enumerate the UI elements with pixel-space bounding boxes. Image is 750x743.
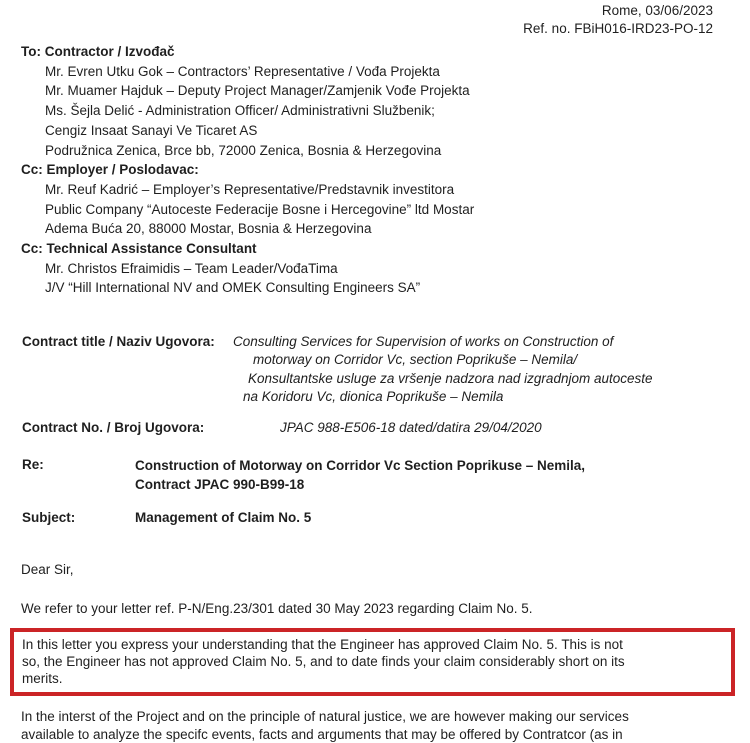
salutation-line: Dear Sir, [21, 561, 74, 579]
recipient-line: Adema Buća 20, 88000 Mostar, Bosnia & Herzegovina [45, 219, 721, 239]
re-value-line: Construction of Motorway on Corridor Vc Section Poprikuse – Nemila, [135, 456, 585, 475]
closing-paragraph [21, 708, 736, 743]
contract-number-value: JPAC 988-E506-18 dated/datira 29/04/2020 [280, 419, 542, 437]
recipient-line: J/V “Hill International NV and OMEK Consulting Engineers SA” [45, 278, 721, 298]
recipient-group-cc-consultant [21, 239, 721, 298]
contract-number-label: Contract No. / Broj Ugovora: [22, 419, 204, 437]
recipient-group-cc-employer [21, 160, 721, 239]
ref-number-line: Ref. no. FBiH016-IRD23-PO-12 [523, 20, 713, 38]
recipient-line: Public Company “Autoceste Federacije Bosne i Hercegovine” ltd Mostar [45, 200, 721, 220]
date-line: Rome, 03/06/2023 [523, 2, 713, 20]
recipient-line: Mr. Muamer Hajduk – Deputy Project Manager/Zamjenik Vođe Projekta [45, 81, 721, 101]
contract-title-line: na Koridoru Vc, dionica Poprikuše – Nemila [233, 388, 653, 406]
highlighted-paragraph-line: so, the Engineer has not approved Claim No. 5, and to date finds your claim considerably short on its [22, 653, 723, 670]
recipient-group-to [21, 42, 721, 160]
closing-paragraph-line: In the interst of the Project and on the principle of natural justice, we are however making our services [21, 708, 736, 726]
closing-paragraph-line: available to analyze the specifc events, facts and arguments that may be offered by Contratcor (as in [21, 726, 736, 743]
highlight-box [10, 628, 735, 696]
recipient-group-header-cc-consultant: Cc: Technical Assistance Consultant [21, 239, 721, 259]
highlighted-paragraph-line: In this letter you express your understanding that the Engineer has approved Claim No. 5. This is not [22, 636, 723, 653]
letter-header [523, 2, 713, 37]
recipient-line: Mr. Evren Utku Gok – Contractors’ Representative / Vođa Projekta [45, 62, 721, 82]
recipient-line: Ms. Šejla Delić - Administration Officer/ Administrativni Službenik; [45, 101, 721, 121]
re-value-line: Contract JPAC 990-B99-18 [135, 475, 585, 494]
reference-paragraph: We refer to your letter ref. P-N/Eng.23/301 dated 30 May 2023 regarding Claim No. 5. [21, 600, 733, 618]
contract-title-value [233, 333, 653, 406]
recipient-line: Mr. Christos Efraimidis – Team Leader/VođaTima [45, 259, 721, 279]
contract-title-line: Konsultantske usluge za vršenje nadzora nad izgradnjom autoceste [233, 370, 653, 388]
recipient-line: Mr. Reuf Kadrić – Employer’s Representative/Predstavnik investitora [45, 180, 721, 200]
recipient-group-header-to: To: Contractor / Izvođač [21, 42, 721, 62]
re-label: Re: [22, 456, 44, 474]
recipients-block [21, 42, 721, 298]
subject-value: Management of Claim No. 5 [135, 509, 311, 527]
highlighted-paragraph-line: merits. [22, 670, 723, 687]
recipient-group-header-cc-employer: Cc: Employer / Poslodavac: [21, 160, 721, 180]
contract-title-line: Consulting Services for Supervision of works on Construction of [233, 333, 653, 351]
contract-title-label: Contract title / Naziv Ugovora: [22, 333, 215, 351]
recipient-line: Cengiz Insaat Sanayi Ve Ticaret AS [45, 121, 721, 141]
contract-title-line: motorway on Corridor Vc, section Poprikuše – Nemila/ [233, 351, 653, 369]
re-value [135, 456, 585, 494]
recipient-line: Podružnica Zenica, Brce bb, 72000 Zenica, Bosnia & Herzegovina [45, 141, 721, 161]
subject-label: Subject: [22, 509, 75, 527]
